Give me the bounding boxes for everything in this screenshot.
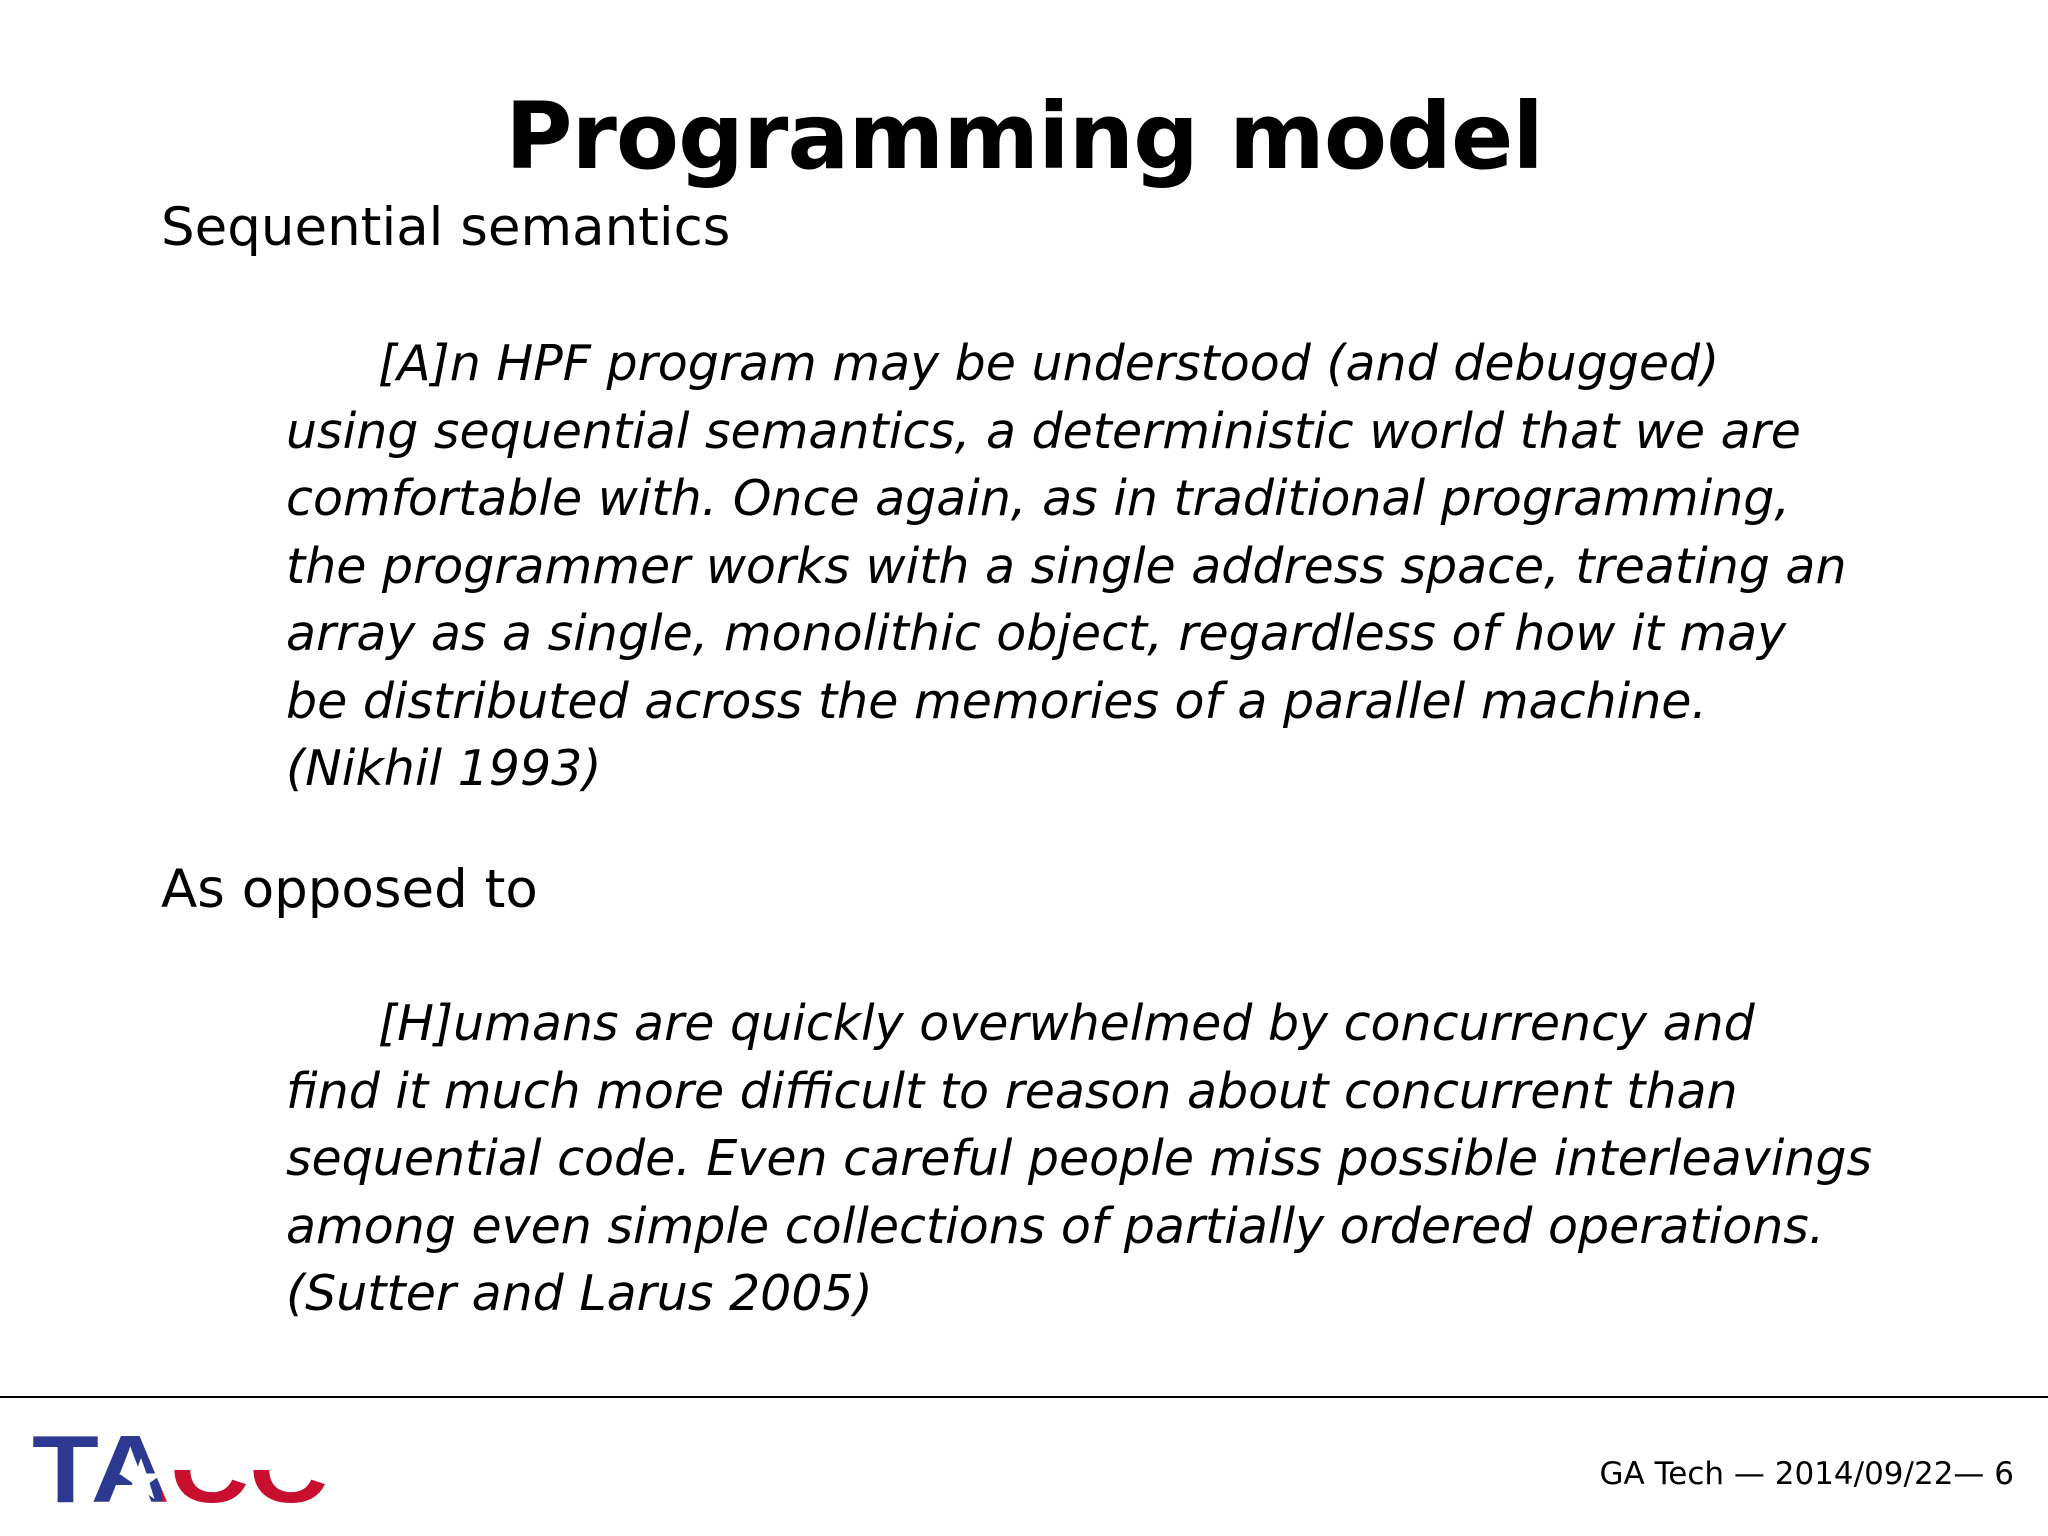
quote-citation: (Sutter and Larus 2005): [286, 1265, 873, 1322]
section-heading-sequential-semantics: Sequential semantics: [161, 197, 731, 258]
logo-white-band: [162, 1434, 332, 1470]
logo-red-band: [162, 1470, 332, 1510]
quote-line: [A]n HPF program may be understood (and debugged): [378, 335, 1720, 392]
quote-citation: (Nikhil 1993): [286, 740, 602, 797]
footer-divider: [0, 1396, 2048, 1398]
quote-line: using sequential semantics, a deterministic world that we are: [286, 402, 1801, 460]
quote-line: sequential code. Even careful people miss possible interleavings: [286, 1130, 1872, 1187]
quote-line: comfortable with. Once again, as in traditional programming,: [286, 470, 1790, 527]
quote-line: find it much more difficult to reason about concurrent than: [286, 1062, 1738, 1120]
quote-line: be distributed across the memories of a parallel machine.: [286, 672, 1707, 730]
quote-line: array as a single, monolithic object, regardless of how it may: [286, 605, 1787, 662]
section-heading-as-opposed-to: As opposed to: [161, 859, 538, 920]
quote-line: [H]umans are quickly overwhelmed by concurrency and: [378, 995, 1755, 1052]
quote-line: the programmer works with a single address space, treating an: [286, 537, 1847, 595]
slide-title: Programming model: [505, 83, 1543, 190]
footer-info: GA Tech — 2014/09/22— 6: [1599, 1456, 2014, 1492]
tacc-logo: [32, 1428, 332, 1510]
quote-sutter-larus: [286, 990, 1872, 1328]
quote-line: among even simple collections of partially ordered operations.: [286, 1197, 1825, 1255]
quote-nikhil: [286, 330, 1847, 803]
